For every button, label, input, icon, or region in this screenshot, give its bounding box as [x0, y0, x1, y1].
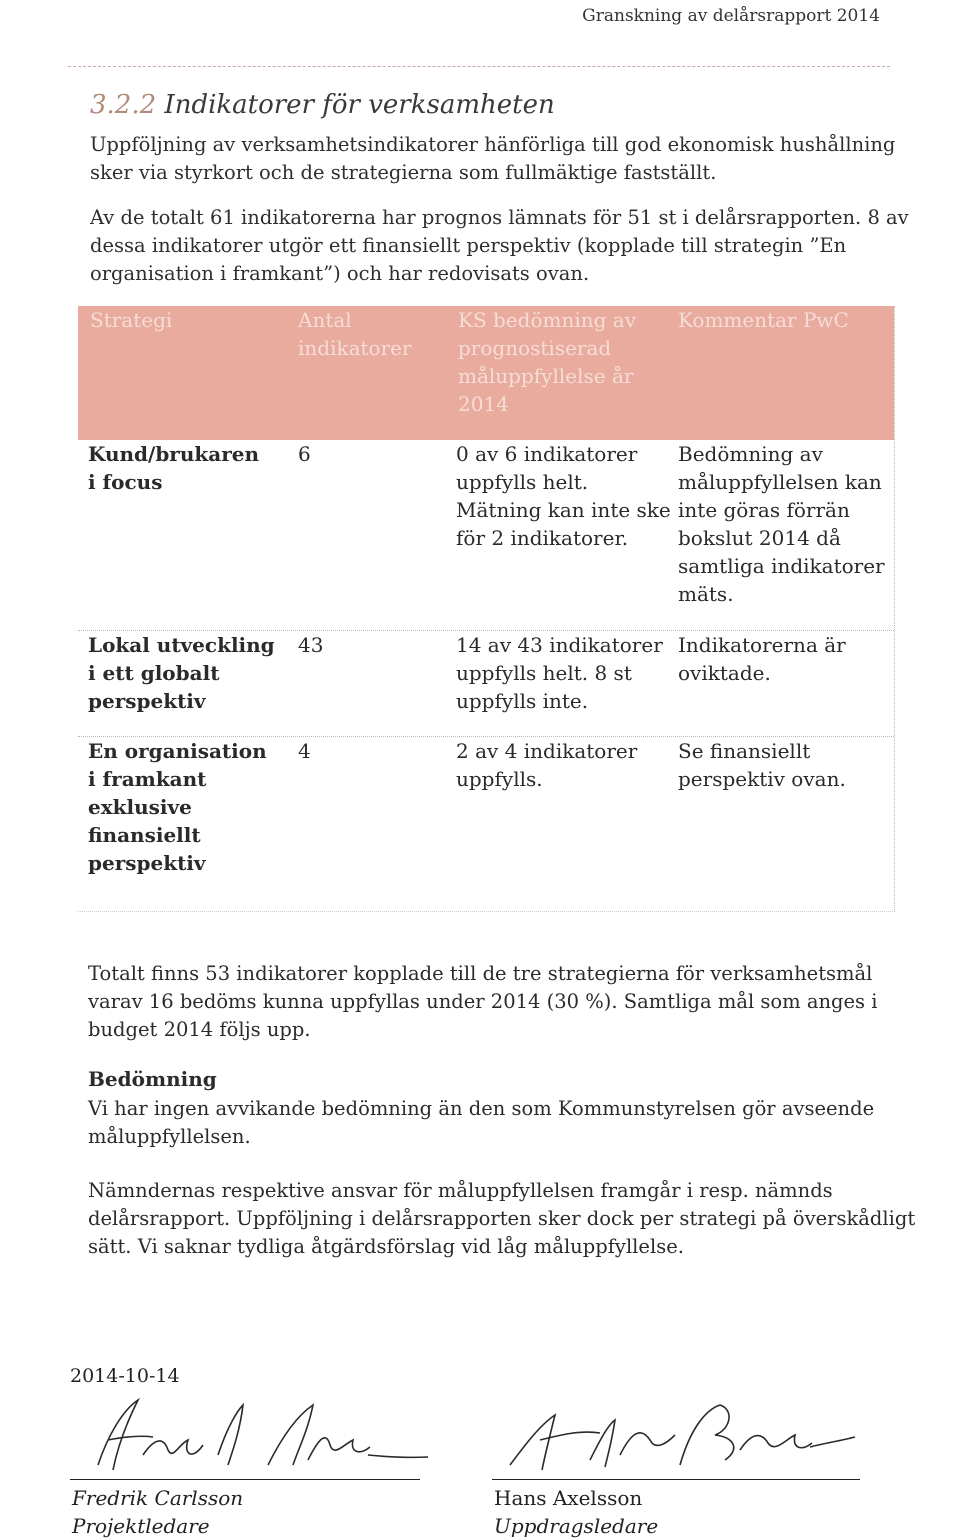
cell-line: i ett globalt: [88, 661, 220, 685]
strategy-cell: [88, 440, 288, 496]
section-title: Indikatorer för verksamheten: [164, 90, 555, 120]
summary-paragraph: Totalt finns 53 indikatorer kopplade till de tre strategierna för verksamhetsmål varav 16 bedöms kunna uppfyllas under 2014 (30 %). Samtliga mål som anges i budget 2014 följs upp.: [88, 962, 878, 1041]
table-row: [78, 736, 894, 912]
count-cell: 43: [298, 633, 324, 657]
section-heading: [90, 90, 555, 120]
header-kommentar: Kommentar PwC: [678, 308, 849, 332]
comment-cell: [678, 631, 888, 687]
signer-left-role: Projektledare: [72, 1514, 210, 1538]
signature-right-image: [490, 1385, 870, 1475]
cell-line: 14 av 43 indikatorer: [456, 633, 663, 657]
cell-line: finansiellt: [88, 823, 201, 847]
cell-line: i focus: [88, 470, 163, 494]
count-cell: 6: [298, 442, 311, 466]
header-ks-bedomning: KS bedömning av prognostiserad måluppfyllelse år 2014: [458, 308, 636, 416]
header-strategi: Strategi: [90, 308, 173, 332]
signature-left-image: [68, 1385, 448, 1475]
cell-line: för 2 indikatorer.: [456, 526, 629, 550]
table-row: [78, 630, 894, 736]
signer-left: [72, 1484, 243, 1540]
cell-line: perspektiv: [88, 851, 206, 875]
cell-line: samtliga indikatorer: [678, 554, 885, 578]
cell-line: Se finansiellt: [678, 739, 811, 763]
cell-line: Indikatorerna är: [678, 633, 846, 657]
assessment-cell: [456, 737, 671, 793]
cell-line: mäts.: [678, 582, 734, 606]
cell-line: uppfylls inte.: [456, 689, 589, 713]
cell-line: 0 av 6 indikatorer: [456, 442, 638, 466]
cell-line: 2 av 4 indikatorer: [456, 739, 638, 763]
cell-line: Kund/brukaren: [88, 442, 259, 466]
cell-line: bokslut 2014 då: [678, 526, 841, 550]
section-number: 3.2.2: [90, 90, 157, 120]
table-header: [78, 306, 894, 440]
comment-cell: [678, 440, 888, 608]
running-header: Granskning av delårsrapport 2014: [582, 6, 880, 26]
cell-line: inte göras förrän: [678, 498, 850, 522]
signer-right-role: Uppdragsledare: [494, 1514, 659, 1538]
count-cell: 4: [298, 739, 311, 763]
comment-cell: [678, 737, 888, 793]
cell-line: i framkant: [88, 767, 207, 791]
strategy-table: [78, 306, 895, 912]
header-divider: [68, 66, 890, 67]
closing-paragraph: Nämndernas respektive ansvar för måluppfyllelsen framgår i resp. nämnds delårsrapport. Uppföljning i delårsrapporten sker dock per strategi på överskådligt sätt. Vi saknar tydliga åtgärdsförslag vid låg måluppfyllelse.: [88, 1179, 916, 1258]
strategy-cell: [88, 737, 288, 877]
cell-line: Lokal utveckling: [88, 633, 275, 657]
cell-line: uppfylls helt. 8 st: [456, 661, 632, 685]
assessment-heading: Bedömning: [88, 1067, 217, 1091]
cell-line: måluppfyllelsen kan: [678, 470, 882, 494]
signer-left-name: Fredrik Carlsson: [72, 1486, 244, 1510]
cell-line: En organisation: [88, 739, 267, 763]
signature-date: 2014-10-14: [70, 1365, 180, 1387]
assessment-cell: [456, 631, 671, 715]
cell-line: perspektiv: [88, 689, 206, 713]
cell-line: Bedömning av: [678, 442, 823, 466]
cell-line: exklusive: [88, 795, 192, 819]
intro-paragraph: Uppföljning av verksamhetsindikatorer hänförliga till god ekonomisk hushållning sker via styrkort och de strategierna som fullmäktige fastställt.: [90, 133, 896, 184]
signature-line-right: [492, 1479, 860, 1480]
header-antal: Antal indikatorer: [298, 308, 412, 360]
signature-line-left: [70, 1479, 420, 1480]
assessment-text: Vi har ingen avvikande bedömning än den som Kommunstyrelsen gör avseende måluppfyllelsen.: [88, 1097, 875, 1148]
cell-line: uppfylls.: [456, 767, 543, 791]
cell-line: perspektiv ovan.: [678, 767, 846, 791]
indicator-paragraph: Av de totalt 61 indikatorerna har prognos lämnats för 51 st i delårsrapporten. 8 av dessa indikatorer utgör ett finansiellt perspektiv (kopplade till strategin ”En organisation i framkant”) och har redovisats ovan.: [90, 206, 909, 285]
table-row: [78, 440, 894, 630]
cell-line: oviktade.: [678, 661, 771, 685]
cell-line: uppfylls helt.: [456, 470, 589, 494]
cell-line: Mätning kan inte ske: [456, 498, 671, 522]
assessment-cell: [456, 440, 671, 552]
signer-right-name: Hans Axelsson: [494, 1486, 643, 1510]
signer-right: [494, 1484, 658, 1540]
strategy-cell: [88, 631, 288, 715]
